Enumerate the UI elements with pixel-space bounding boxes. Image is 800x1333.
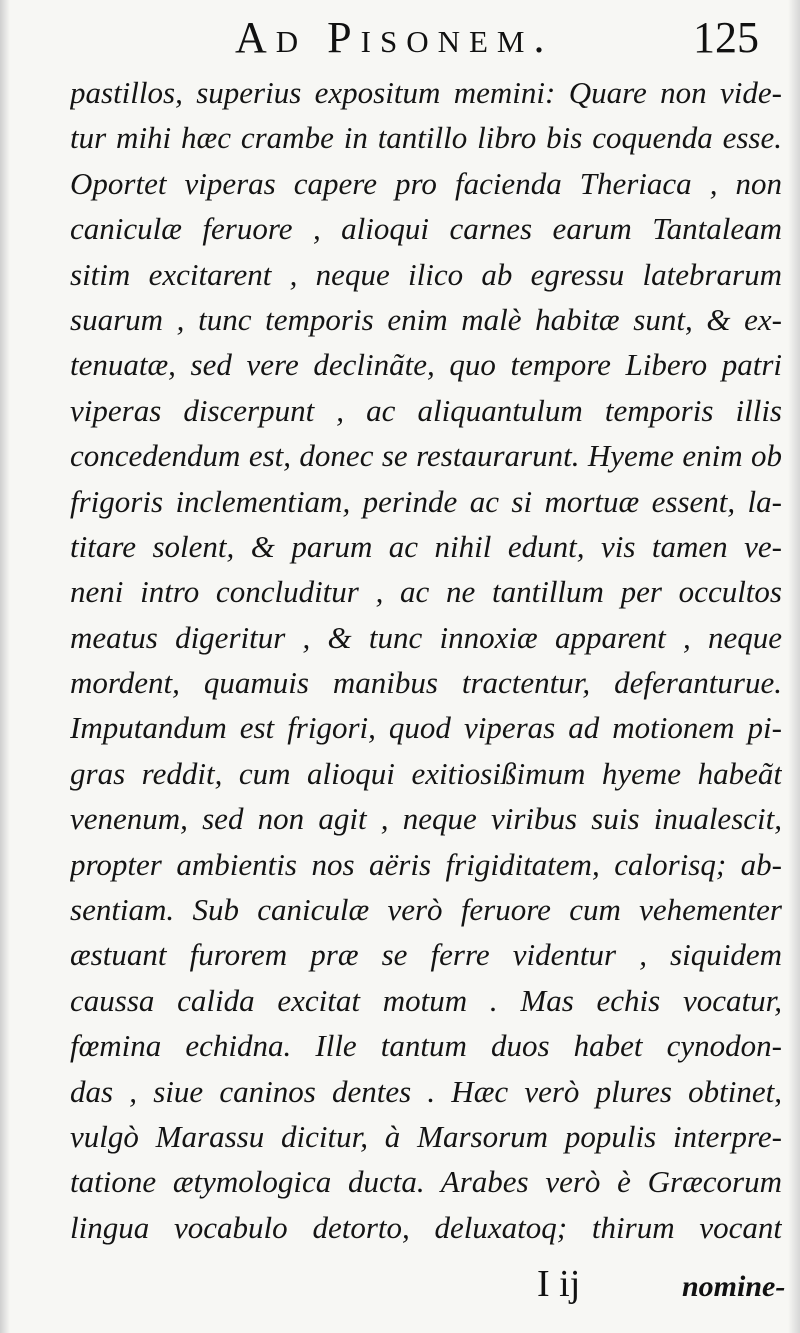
text-line: tur mihi hæc crambe in tantillo libro bis coquenda esse. — [70, 120, 782, 156]
text-line: tatione ætymologica ducta. Arabes verò è Græcorum — [70, 1164, 782, 1200]
page-edge-shadow-left — [0, 0, 10, 1333]
text-line: Oportet viperas capere pro facienda Theriaca , non — [70, 165, 782, 201]
text-line: pastillos, superius expositum memini: Quare non vide- — [70, 75, 782, 110]
page-header — [0, 12, 800, 68]
text-line: caniculæ feruore , alioqui carnes earum Tantaleam — [70, 211, 782, 247]
text-line: mordent, quamuis manibus tractentur, deferanturue. — [70, 665, 782, 701]
text-line: suarum , tunc temporis enim malè habitæ sunt, & ex- — [70, 301, 782, 337]
signature-mark: I ij — [537, 1263, 581, 1305]
text-line: fœmina echidna. Ille tantum duos habet cynodon- — [70, 1028, 782, 1064]
text-line: caussa calida excitat motum . Mas echis vocatur, — [70, 982, 782, 1018]
text-line: gras reddit, cum alioqui exitiosißimum hyeme habeãt — [70, 755, 782, 791]
page-number: 125 — [693, 13, 759, 62]
main-text-block — [70, 70, 782, 1250]
text-line: das , siue caninos dentes . Hæc verò plures obtinet, — [70, 1073, 782, 1109]
text-line: sitim excitarent , neque ilico ab egressu latebrarum — [70, 256, 782, 292]
text-line: titare solent, & parum ac nihil edunt, vis tamen ve- — [70, 528, 782, 564]
text-line: æstuant furorem præ se ferre videntur , siquidem — [70, 937, 782, 973]
text-line: venenum, sed non agit , neque viribus suis inualescit, — [70, 801, 782, 837]
page-edge-shadow-right — [788, 0, 800, 1333]
text-line: neni intro concluditur , ac ne tantillum per occultos — [70, 574, 782, 610]
text-line: vulgò Marassu dicitur, à Marsorum populis interpre- — [70, 1118, 782, 1154]
text-line: concedendum est, donec se restaurarunt. Hyeme enim ob — [70, 438, 782, 474]
text-line: propter ambientis nos aëris frigiditatem, calorisq; ab- — [70, 846, 782, 882]
running-head: Ad Pisonem. — [235, 13, 554, 62]
text-line: meatus digeritur , & tunc innoxiæ apparent , neque — [70, 619, 782, 655]
text-line: frigoris inclementiam, perinde ac si mortuæ essent, la- — [70, 483, 782, 519]
text-line: Imputandum est frigori, quod viperas ad motionem pi- — [70, 710, 782, 746]
text-line: sentiam. Sub caniculæ verò feruore cum vehementer — [70, 892, 782, 928]
catchword: nomine- — [682, 1270, 786, 1303]
text-line: viperas discerpunt , ac aliquantulum temporis illis — [70, 392, 782, 428]
text-line: tenuatæ, sed vere declinãte, quo tempore Libero patri — [70, 347, 782, 383]
page-footer — [0, 1262, 800, 1322]
text-line: lingua vocabulo detorto, deluxatoq; thirum vocant — [70, 1209, 782, 1245]
